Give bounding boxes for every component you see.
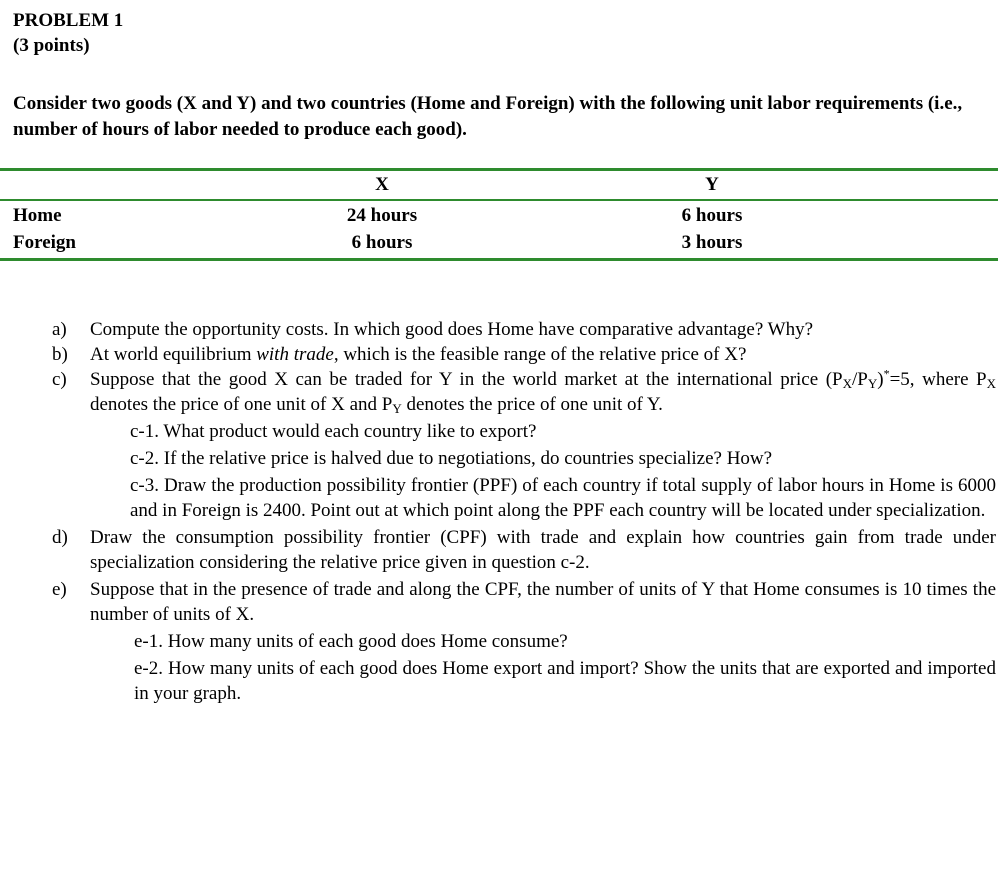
problem-intro: Consider two goods (X and Y) and two countries (Home and Foreign) with the following unit labor requirements (i.e., number of hours of labor needed to produce each good). <box>13 93 963 140</box>
table-row-foreign-label: Foreign <box>13 232 76 253</box>
table-header-x: X <box>375 174 389 195</box>
question-d-text: Draw the consumption possibility frontier (CPF) with trade and explain how countries gain from trade under specialization considering the relative price given in question c-2. <box>90 527 996 573</box>
table-top-rule <box>0 168 998 171</box>
table-row-home-label: Home <box>13 205 62 226</box>
price-subscript-y-2: Y <box>392 401 402 416</box>
table-row-home-y: 6 hours <box>681 205 743 226</box>
price-subscript-x-2: X <box>986 376 997 391</box>
table-header-y: Y <box>705 174 719 195</box>
question-c2: c-2. If the relative price is halved due to negotiations, do countries specialize? How? <box>130 448 773 469</box>
question-e1: e-1. How many units of each good does Home consume? <box>134 631 568 652</box>
question-b-text-post: , which is the feasible range of the relative price of X? <box>333 344 747 365</box>
problem-points: (3 points) <box>13 35 90 56</box>
question-c3: c-3. Draw the production possibility frontier (PPF) of each country if total supply of labor hours in Home is 6000 and in Foreign is 2400. Point out at which point along the PPF each country will be located under specialization. <box>130 475 996 521</box>
question-d-label: d) <box>52 527 68 548</box>
question-c <box>52 367 996 417</box>
price-superscript: * <box>883 366 890 381</box>
question-a-label: a) <box>52 319 67 340</box>
question-b-text <box>90 342 996 367</box>
price-subscript-y: Y <box>867 376 878 391</box>
table-row-foreign-y: 3 hours <box>681 232 743 253</box>
question-b-text-pre: At world equilibrium <box>90 344 257 365</box>
price-symbol-y: P <box>857 369 868 390</box>
question-a <box>52 317 996 342</box>
question-list <box>52 317 996 706</box>
table-bottom-rule <box>0 258 998 261</box>
question-c1: c-1. What product would each country like to export? <box>130 421 537 442</box>
question-c-text: Suppose that the good X can be traded for Y in the world market at the international price (PX/PY)*=5, where PX denotes the price of one unit of X and PY denotes the price of one unit of Y. <box>90 366 997 416</box>
table-row-foreign-x: 6 hours <box>351 232 413 253</box>
question-d <box>52 525 996 575</box>
question-b-label: b) <box>52 344 68 365</box>
question-e2: e-2. How many units of each good does Home export and import? Show the units that are exported and imported in your graph. <box>134 658 996 704</box>
question-b <box>52 342 996 367</box>
problem-header <box>13 8 123 58</box>
table-header-rule <box>0 199 998 201</box>
problem-title: PROBLEM 1 <box>13 10 124 31</box>
question-c-text-3: denotes the price of one unit of X and P <box>90 394 393 415</box>
price-symbol-x: P <box>832 369 843 390</box>
question-c-text-2: =5, where P <box>889 369 987 390</box>
question-e <box>52 577 996 627</box>
question-e-text: Suppose that in the presence of trade and along the CPF, the number of units of Y that Home consumes is 10 times the number of units of X. <box>90 579 996 625</box>
question-c-text-4: denotes the price of one unit of Y. <box>401 394 663 415</box>
question-b-emphasis: with trade <box>256 344 334 365</box>
question-c-label: c) <box>52 369 67 390</box>
table-row-home-x: 24 hours <box>346 205 418 226</box>
question-a-text: Compute the opportunity costs. In which good does Home have comparative advantage? Why? <box>90 319 814 340</box>
price-subscript-x: X <box>842 376 853 391</box>
question-e-label: e) <box>52 579 67 600</box>
question-c-text-1: Suppose that the good X can be traded for Y in the world market at the international price <box>90 369 819 390</box>
